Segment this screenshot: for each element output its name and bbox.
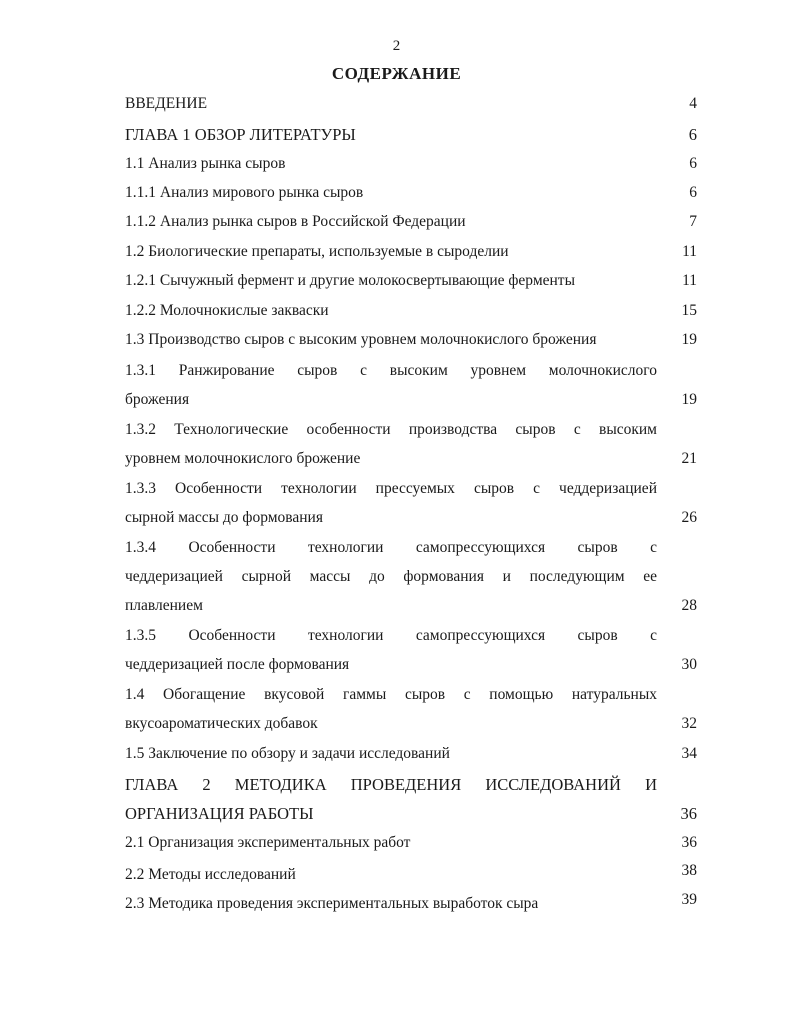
toc-entry-page: 38: [681, 862, 697, 879]
toc-entry-title-line: 1.3.4 Особенности технологии самопрессующихся сыров с: [125, 539, 657, 556]
toc-entry-title-line: 1.3 Производство сыров с высоким уровнем молочнокислого брожения: [125, 331, 597, 348]
toc-entry-title-line: чеддеризацией сырной массы до формования и последующим ее: [125, 568, 657, 585]
toc-entry-title-line: 1.1.2 Анализ рынка сыров в Российской Федерации: [125, 213, 466, 230]
toc-entry-page: 11: [682, 272, 697, 289]
toc-entry-title-line: 1.2.1 Сычужный фермент и другие молокосвертывающие ферменты: [125, 272, 575, 289]
toc-entry-page: 32: [681, 715, 697, 732]
toc-entry-title-line: 1.3.2 Технологические особенности производства сыров с высоким: [125, 421, 657, 438]
toc-entry-page: 7: [689, 213, 697, 230]
toc-entry-page: 34: [681, 745, 697, 762]
toc-entry-title-line: плавлением: [125, 597, 203, 614]
toc-entry-page: 6: [689, 184, 697, 201]
toc-entry-page: 21: [681, 450, 697, 467]
toc-entry-title-line: чеддеризацией после формования: [125, 656, 350, 673]
toc-entry-page: 15: [681, 302, 697, 319]
toc-entry-page: 19: [681, 331, 697, 348]
toc-entry-title-line: 1.2.2 Молочнокислые закваски: [125, 302, 329, 319]
page-title: СОДЕРЖАНИЕ: [331, 64, 462, 83]
toc-entry-page: 11: [682, 243, 697, 260]
toc-entry-title-line: вкусоароматических добавок: [125, 715, 318, 732]
toc-entry-title-line: 1.2 Биологические препараты, используемые в сыроделии: [125, 243, 509, 260]
toc-entry-page: 4: [689, 95, 697, 112]
toc-entry-page: 36: [680, 804, 697, 823]
toc-entry-title-line: брожения: [125, 391, 190, 408]
toc-entry-title-line: 1.5 Заключение по обзору и задачи исследований: [125, 745, 450, 762]
toc-entry-title-line: 1.3.3 Особенности технологии прессуемых сыров с чеддеризацией: [125, 480, 657, 497]
toc-entry-title-line: 1.1 Анализ рынка сыров: [125, 155, 286, 172]
toc-entry-title-line: уровнем молочнокислого брожение: [125, 450, 361, 467]
toc-entry-title-line: 2.2 Методы исследований: [125, 866, 296, 883]
toc-entry-title-line: ГЛАВА 2 МЕТОДИКА ПРОВЕДЕНИЯ ИССЛЕДОВАНИЙ И: [125, 775, 657, 794]
toc-entry-title-line: 2.3 Методика проведения экспериментальных выработок сыра: [125, 895, 539, 912]
toc-entry-title-line: 1.3.1 Ранжирование сыров с высоким уровнем молочнокислого: [125, 362, 657, 379]
toc-entry-title-line: ГЛАВА 1 ОБЗОР ЛИТЕРАТУРЫ: [125, 125, 356, 144]
toc-entry-page: 6: [689, 155, 697, 172]
toc-entry-page: 36: [681, 834, 697, 851]
page-number: 2: [392, 38, 401, 54]
toc-entry-title-line: 1.3.5 Особенности технологии самопрессующихся сыров с: [125, 627, 657, 644]
toc-entry-page: 26: [681, 509, 697, 526]
toc-entry-page: 30: [681, 656, 697, 673]
toc-entry-page: 6: [688, 125, 697, 144]
toc-entry-page: 39: [681, 891, 697, 908]
toc-entry-page: 28: [681, 597, 697, 614]
toc-entry-title-line: 1.4 Обогащение вкусовой гаммы сыров с помощью натуральных: [125, 686, 657, 703]
toc-entry-title-line: сырной массы до формования: [125, 509, 323, 526]
toc-entry-title-line: 1.1.1 Анализ мирового рынка сыров: [125, 184, 364, 201]
toc-entry-title-line: 2.1 Организация экспериментальных работ: [125, 834, 411, 851]
toc-entry-page: 19: [681, 391, 697, 408]
toc-entry-title-line: ОРГАНИЗАЦИЯ РАБОТЫ: [125, 804, 314, 823]
toc-entry-title-line: ВВЕДЕНИЕ: [125, 95, 208, 112]
